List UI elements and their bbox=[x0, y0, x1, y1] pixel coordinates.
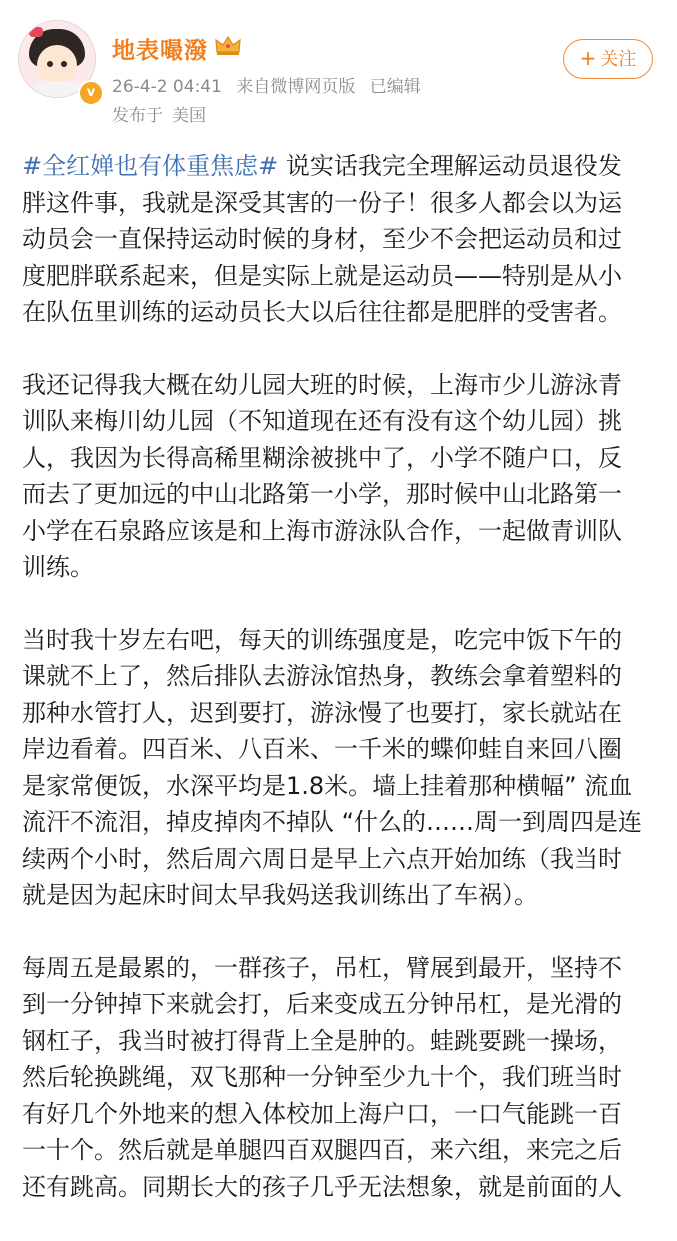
post-source: 来自微博网页版 bbox=[236, 77, 356, 97]
text-line: 有好几个外地来的想入体校加上海户口，一口气能跳一百 bbox=[22, 1099, 622, 1128]
paragraph bbox=[22, 950, 657, 1206]
text-line: 人，我因为长得高稀里糊涂被挑中了，小学不随户口，反 bbox=[22, 443, 622, 472]
avatar[interactable] bbox=[18, 20, 96, 100]
text-line: 到一分钟掉下来就会打，后来变成五分钟吊杠，是光滑的 bbox=[22, 990, 622, 1018]
follow-label: 关注 bbox=[600, 49, 637, 70]
verified-badge-icon: v bbox=[78, 80, 104, 106]
post-meta bbox=[112, 72, 430, 97]
text-line: 一十个。然后就是单腿四百双腿四百，来六组，来完之后 bbox=[22, 1136, 622, 1164]
crown-icon bbox=[214, 34, 242, 56]
text-line: 在队伍里训练的运动员长大以后往往都是肥胖的受害者。 bbox=[22, 298, 622, 326]
published-from-label: 发布于 bbox=[112, 106, 163, 126]
text-line: 就是因为起床时间太早我妈送我训练出了车祸）。 bbox=[22, 881, 538, 909]
text-line: 课就不上了，然后排队去游泳馆热身，教练会拿着塑料的 bbox=[22, 662, 622, 690]
paragraph bbox=[22, 367, 657, 586]
text-line: 动员会一直保持运动时候的身材，至少不会把运动员和过 bbox=[22, 225, 622, 253]
location-value: 美国 bbox=[172, 106, 206, 126]
text-line: 而去了更加远的中山北路第一小学，那时候中山北路第一 bbox=[22, 480, 622, 508]
text-line: 训队来梅川幼儿园（不知道现在还有没有这个幼儿园）挑 bbox=[22, 407, 622, 435]
edited-label: 已编辑 bbox=[369, 77, 421, 97]
text-line: 续两个小时，然后周六周日是早上六点开始加练（我当时 bbox=[22, 844, 622, 873]
post-time: 26-4-2 04:41 bbox=[112, 77, 222, 97]
text-line: 那种水管打人，迟到要打，游泳慢了也要打，家长就站在 bbox=[22, 698, 622, 727]
text-line: 还有跳高。同期长大的孩子几乎无法想象，就是前面的人 bbox=[22, 1172, 622, 1201]
text-line: 小学在石泉路应该是和上海市游泳队合作，一起做青训队 bbox=[22, 516, 622, 545]
text-line: #全红婵也有体重焦虑# 说实话我完全理解运动员退役发 bbox=[22, 152, 622, 180]
text-line: 是家常便饭，水深平均是1.8米。墙上挂着那种横幅” 流血 bbox=[22, 771, 633, 800]
text-line: 钢杠子，我当时被打得背上全是肿的。蛙跳要跳一操场， bbox=[22, 1026, 622, 1055]
paragraph bbox=[22, 148, 657, 331]
text-line: 胖这件事，我就是深受其害的一份子！很多人都会以为运 bbox=[22, 188, 622, 217]
text-line: 度肥胖联系起来，但是实际上就是运动员——特别是从小 bbox=[22, 261, 622, 290]
follow-button[interactable] bbox=[563, 39, 653, 79]
post-content bbox=[22, 148, 657, 1241]
text-line: 我还记得我大概在幼儿园大班的时候，上海市少儿游泳青 bbox=[22, 370, 622, 399]
text-line: 流汗不流泪，掉皮掉肉不掉队 “什么的……周一到周四是连 bbox=[22, 808, 643, 836]
text-line: 当时我十岁左右吧，每天的训练强度是，吃完中饭下午的 bbox=[22, 625, 622, 654]
text-line: 岸边看着。四百米、八百米、一千米的蝶仰蛙自来回八圈 bbox=[22, 735, 622, 763]
text-line: 然后轮换跳绳，双飞那种一分钟至少九十个，我们班当时 bbox=[22, 1063, 622, 1091]
text-line: 每周五是最累的，一群孩子，吊杠，臂展到最开，坚持不 bbox=[22, 953, 622, 982]
post-location bbox=[112, 101, 215, 126]
text-line: 训练。 bbox=[22, 553, 94, 581]
username[interactable]: 地表嘬潑 bbox=[112, 38, 208, 64]
plus-icon: + bbox=[579, 46, 597, 70]
paragraph bbox=[22, 622, 657, 914]
post-header bbox=[0, 0, 677, 140]
hashtag-link[interactable]: #全红婵也有体重焦虑# bbox=[22, 152, 279, 180]
